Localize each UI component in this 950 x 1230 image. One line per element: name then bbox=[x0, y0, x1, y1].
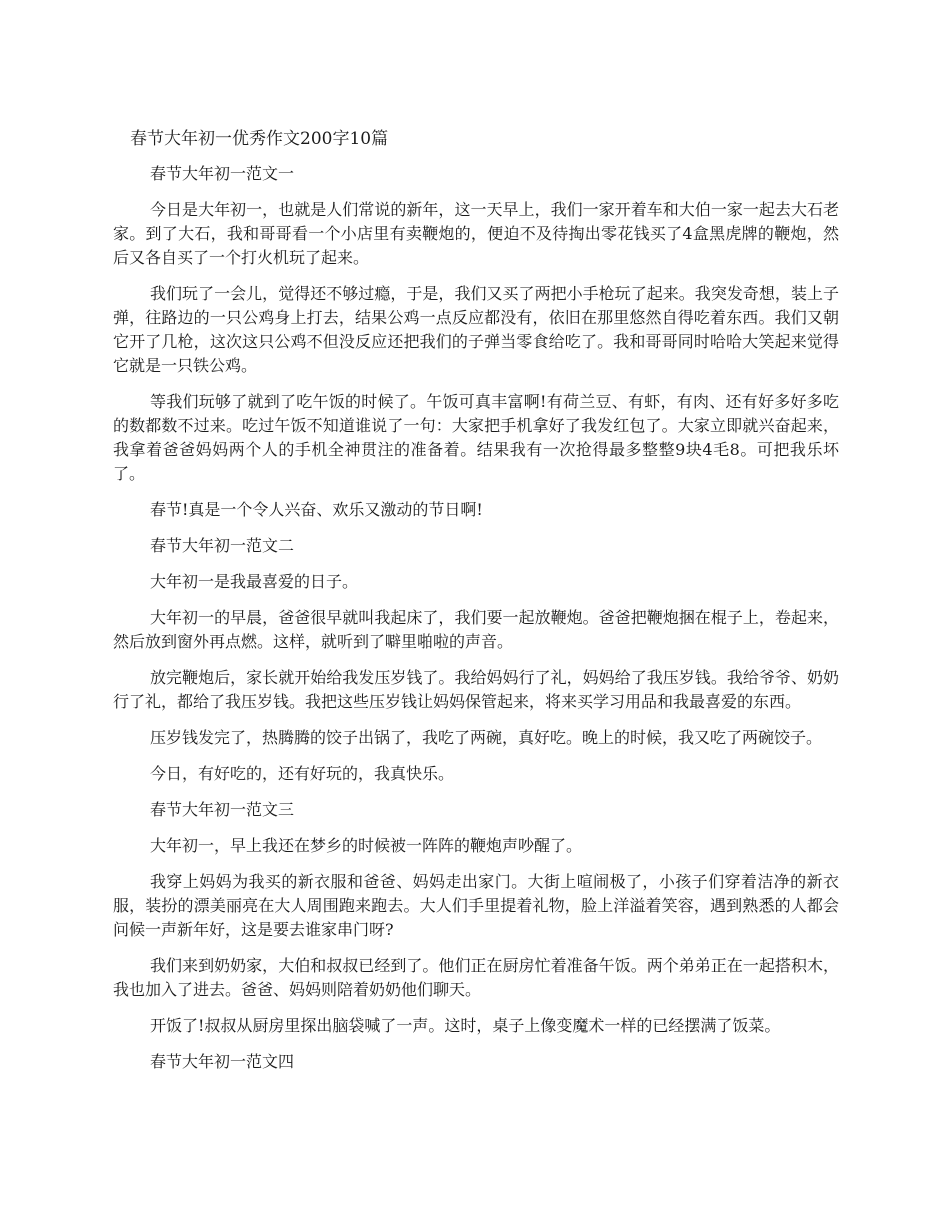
body-paragraph: 我穿上妈妈为我买的新衣服和爸爸、妈妈走出家门。大街上喧闹极了，小孩子们穿着洁净的新衣服，装扮的漂美丽亮在大人周围跑来跑去。大人们手里提着礼物，脸上洋溢着笑容，遇到熟悉的人都会问候一声新年好，这是要去谁家串门呀? bbox=[113, 872, 839, 939]
document-body bbox=[113, 162, 839, 1086]
section-heading: 春节大年初一范文三 bbox=[150, 800, 295, 819]
body-paragraph: 压岁钱发完了，热腾腾的饺子出锅了，我吃了两碗，真好吃。晚上的时候，我又吃了两碗饺子。 bbox=[150, 728, 823, 747]
body-paragraph: 今日，有好吃的，还有好玩的，我真快乐。 bbox=[150, 764, 455, 783]
body-paragraph: 大年初一，早上我还在梦乡的时候被一阵阵的鞭炮声吵醒了。 bbox=[150, 836, 583, 855]
body-paragraph: 大年初一是我最喜爱的日子。 bbox=[150, 572, 359, 591]
body-paragraph: 春节!真是一个令人兴奋、欢乐又激动的节日啊! bbox=[150, 500, 483, 519]
document-title: 春节大年初一优秀作文200字10篇 bbox=[130, 129, 389, 149]
body-paragraph: 开饭了!叔叔从厨房里探出脑袋喊了一声。这时，桌子上像变魔术一样的已经摆满了饭菜。 bbox=[150, 1016, 781, 1035]
body-paragraph: 我们玩了一会儿，觉得还不够过瘾，于是，我们又买了两把小手枪玩了起来。我突发奇想，装上子弹，往路边的一只公鸡身上打去，结果公鸡一点反应都没有，依旧在那里悠然自得吃着东西。我们又朝它开了几枪，这次这只公鸡不但没反应还把我们的子弹当零食给吃了。我和哥哥同时哈哈大笑起来觉得它就是一只铁公鸡。 bbox=[113, 284, 839, 375]
section-heading: 春节大年初一范文二 bbox=[150, 536, 295, 555]
body-paragraph: 等我们玩够了就到了吃午饭的时候了。午饭可真丰富啊!有荷兰豆、有虾，有肉、还有好多好多吃的数都数不过来。吃过午饭不知道谁说了一句：大家把手机拿好了我发红包了。大家立即就兴奋起来，我拿着爸爸妈妈两个人的手机全神贯注的准备着。结果我有一次抢得最多整整9块4毛8。可把我乐坏了。 bbox=[113, 392, 839, 483]
body-paragraph: 我们来到奶奶家，大伯和叔叔已经到了。他们正在厨房忙着准备午饭。两个弟弟正在一起搭积木，我也加入了进去。爸爸、妈妈则陪着奶奶他们聊天。 bbox=[113, 956, 839, 999]
body-paragraph: 今日是大年初一，也就是人们常说的新年，这一天早上，我们一家开着车和大伯一家一起去大石老家。到了大石，我和哥哥看一个小店里有卖鞭炮的，便迫不及待掏出零花钱买了4盒黑虎牌的鞭炮，然后又各自买了一个打火机玩了起来。 bbox=[113, 200, 839, 267]
body-paragraph: 大年初一的早晨，爸爸很早就叫我起床了，我们要一起放鞭炮。爸爸把鞭炮捆在棍子上，卷起来，然后放到窗外再点燃。这样，就听到了噼里啪啦的声音。 bbox=[113, 608, 839, 651]
body-paragraph: 放完鞭炮后，家长就开始给我发压岁钱了。我给妈妈行了礼，妈妈给了我压岁钱。我给爷爷、奶奶行了礼，都给了我压岁钱。我把这些压岁钱让妈妈保管起来，将来买学习用品和我最喜爱的东西。 bbox=[113, 668, 839, 711]
section-heading: 春节大年初一范文一 bbox=[150, 164, 295, 183]
section-heading: 春节大年初一范文四 bbox=[150, 1052, 295, 1071]
